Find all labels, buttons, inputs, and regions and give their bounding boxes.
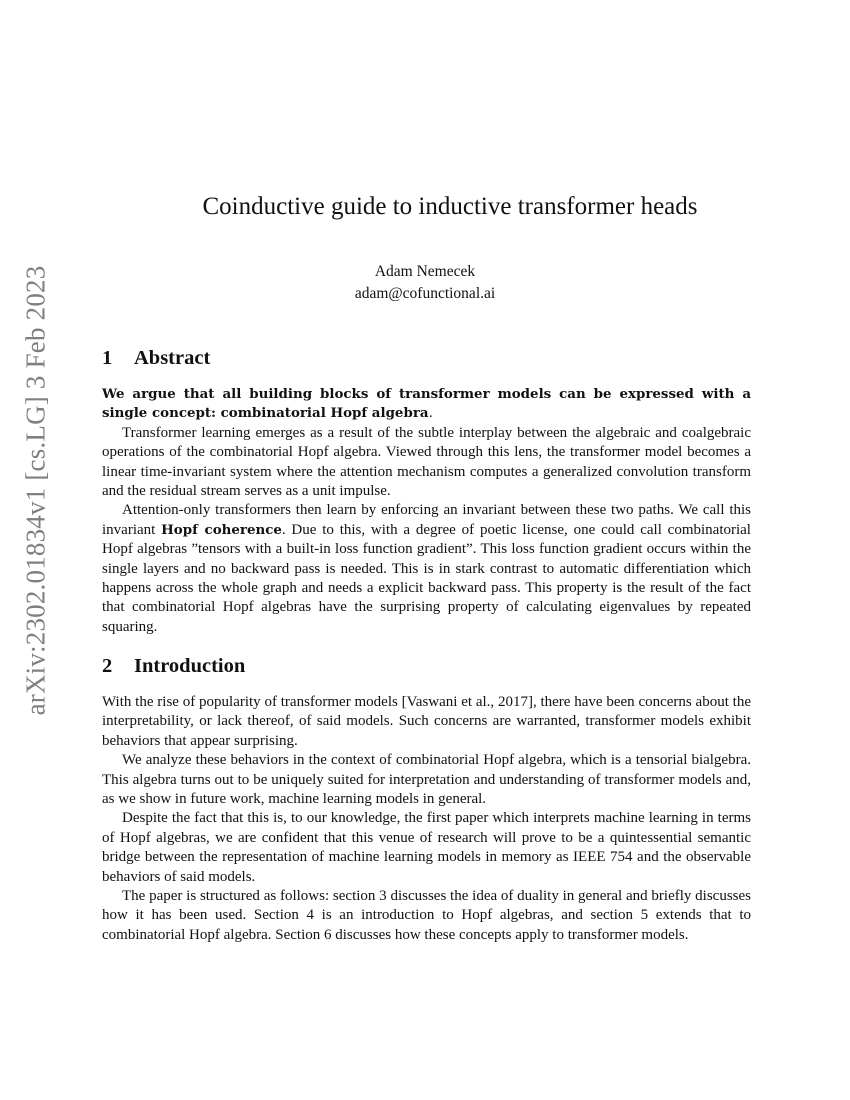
abstract-lead-paragraph — [102, 385, 751, 424]
intro-paragraph: With the rise of popularity of transformer models [Vaswani et al., 2017], there have been concerns about the interpretability, or lack thereof, of said models. Such concerns are warranted, transformer models exhibit behaviors that appear surprising. — [102, 694, 751, 749]
section-heading-abstract — [102, 347, 210, 370]
introduction-body — [102, 693, 751, 945]
author-name: Adam Nemecek — [374, 263, 476, 280]
text-run: Attention-only transformers then learn by enforcing an invariant between these two paths. We call this invariant — [102, 502, 751, 538]
abstract-body — [102, 385, 751, 637]
section-heading-introduction — [102, 655, 245, 678]
abstract-lead-bold: We argue that all building blocks of transformer models can be expressed with a single concept: combinatorial Hopf algebra — [102, 386, 751, 422]
section-title: Introduction — [134, 655, 246, 677]
abstract-paragraph: Transformer learning emerges as a result of the subtle interplay between the algebraic and coalgebraic operations of the combinatorial Hopf algebra. Viewed through this lens, the transformer model becomes a linear time-invariant system where the attention mechanism computes a generalized convolution transform and the residual stream serves as a unit impulse. — [102, 424, 751, 500]
hopf-coherence-term: Hopf coherence — [161, 521, 282, 538]
paper-title: Coinductive guide to inductive transformer heads — [202, 193, 698, 220]
abstract-paragraph — [102, 501, 751, 637]
text-run: . Due to this, with a degree of poetic license, one could call combinatorial Hopf algebras ”tensors with a built-in loss function gradient”. This loss function gradient occurs within the single layers and no backward pass is needed. This is in stark contrast to automatic differentiation which happens across the whole graph and needs a explicit backward pass. This property is the result of the fact that combinatorial Hopf algebras have the surprising property of calculating eigenvalues by repeated squaring. — [102, 521, 751, 635]
section-number: 1 — [102, 347, 113, 369]
intro-paragraph: The paper is structured as follows: section 3 discusses the idea of duality in general and briefly discusses how it has been used. Section 4 is an introduction to Hopf algebras, and section 5 extends that to combinatorial Hopf algebra. Section 6 discusses how these concepts apply to transformer models. — [102, 888, 751, 943]
arxiv-identifier-stamp — [16, 210, 56, 770]
author-email: adam@cofunctional.ai — [354, 285, 496, 302]
arxiv-id-text: arXiv:2302.01834v1 [cs.LG] 3 Feb 2023 — [20, 265, 51, 715]
abstract-lead-tail: . — [428, 406, 433, 422]
intro-paragraph: Despite the fact that this is, to our knowledge, the first paper which interprets machine learning in terms of Hopf algebras, we are confident that this venue of research will prove to be a quintessential semantic bridge between the representation of machine learning models in memory as IEEE 754 and the observable behaviors of said models. — [102, 810, 751, 885]
section-number: 2 — [102, 655, 113, 677]
section-title: Abstract — [134, 347, 211, 369]
intro-paragraph: We analyze these behaviors in the context of combinatorial Hopf algebra, which is a tensorial bialgebra. This algebra turns out to be uniquely suited for interpretation and understanding of transformer models and, as we show in future work, machine learning models in general. — [102, 752, 751, 808]
